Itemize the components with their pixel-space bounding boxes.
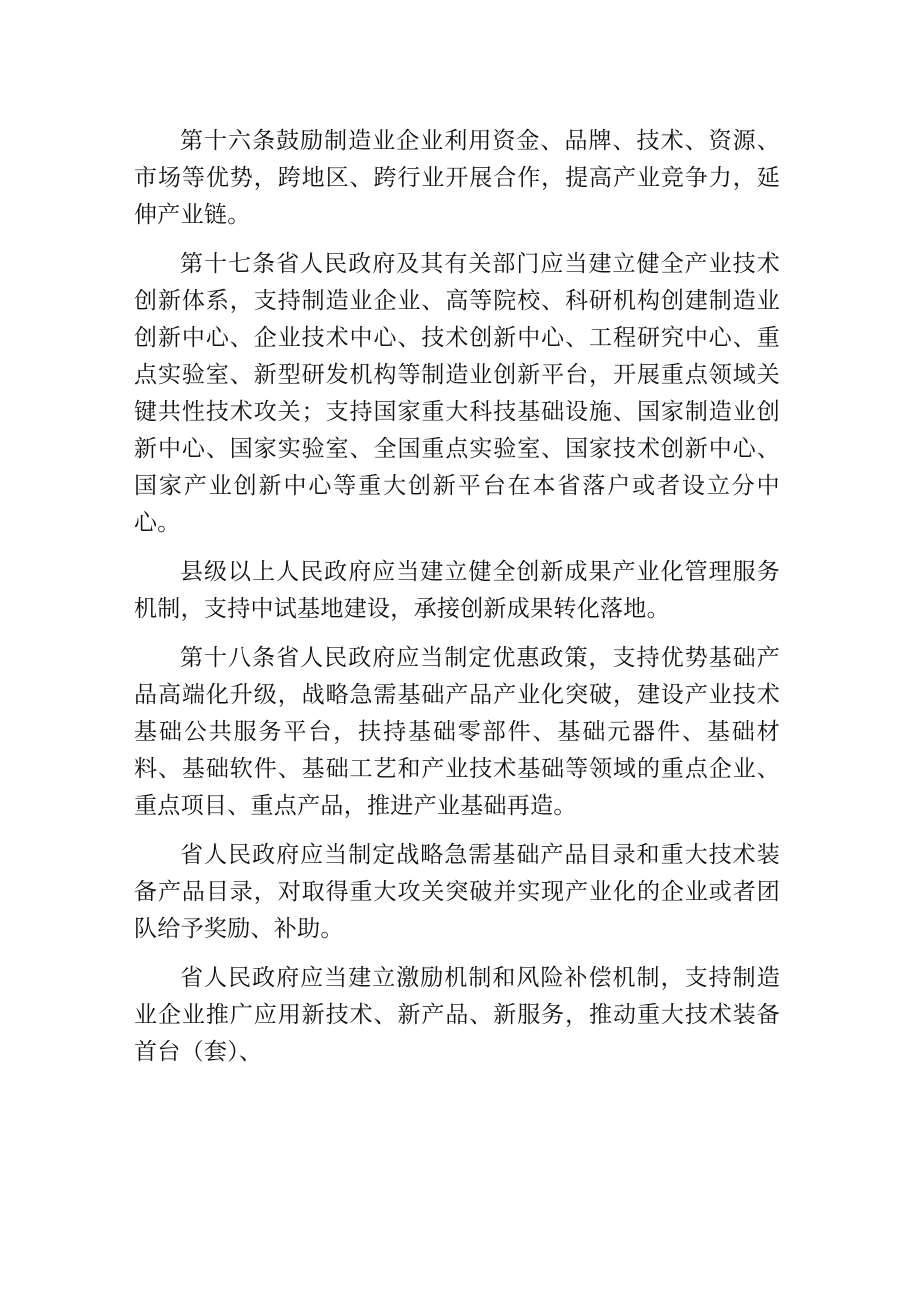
paragraph-article-18: 第十八条省人民政府应当制定优惠政策，支持优势基础产品高端化升级，战略急需基础产品产业化突破，建设产业技术基础公共服务平台，扶持基础零部件、基础元器件、基础材料、基础软件、基础工艺和产业技术基础等领域的重点企业、重点项目、重点产品，推进产业基础再造。: [134, 645, 780, 819]
paragraph-article-17: 第十七条省人民政府及其有关部门应当建立健全产业技术创新体系，支持制造业企业、高等院校、科研机构创建制造业创新中心、企业技术中心、技术创新中心、工程研究中心、重点实验室、新型研发机构等制造业创新平台，开展重点领域关键共性技术攻关；支持国家重大科技基础设施、国家制造业创新中心、国家实验室、全国重点实验室、国家技术创新中心、国家产业创新中心等重大创新平台在本省落户或者设立分中心。: [134, 251, 780, 536]
paragraph-article-16: 第十六条鼓励制造业企业利用资金、品牌、技术、资源、市场等优势，跨地区、跨行业开展合作，提高产业竞争力，延伸产业链。: [134, 128, 780, 228]
paragraph-incentive-mechanism: 省人民政府应当建立激励机制和风险补偿机制，支持制造业企业推广应用新技术、新产品、新服务，推动重大技术装备首台（套）、: [134, 965, 780, 1065]
paragraph-county-government: 县级以上人民政府应当建立健全创新成果产业化管理服务机制，支持中试基地建设，承接创新成果转化落地。: [134, 559, 780, 622]
paragraph-product-catalog: 省人民政府应当制定战略急需基础产品目录和重大技术装备产品目录，对取得重大攻关突破并实现产业化的企业或者团队给予奖励、补助。: [134, 842, 780, 942]
